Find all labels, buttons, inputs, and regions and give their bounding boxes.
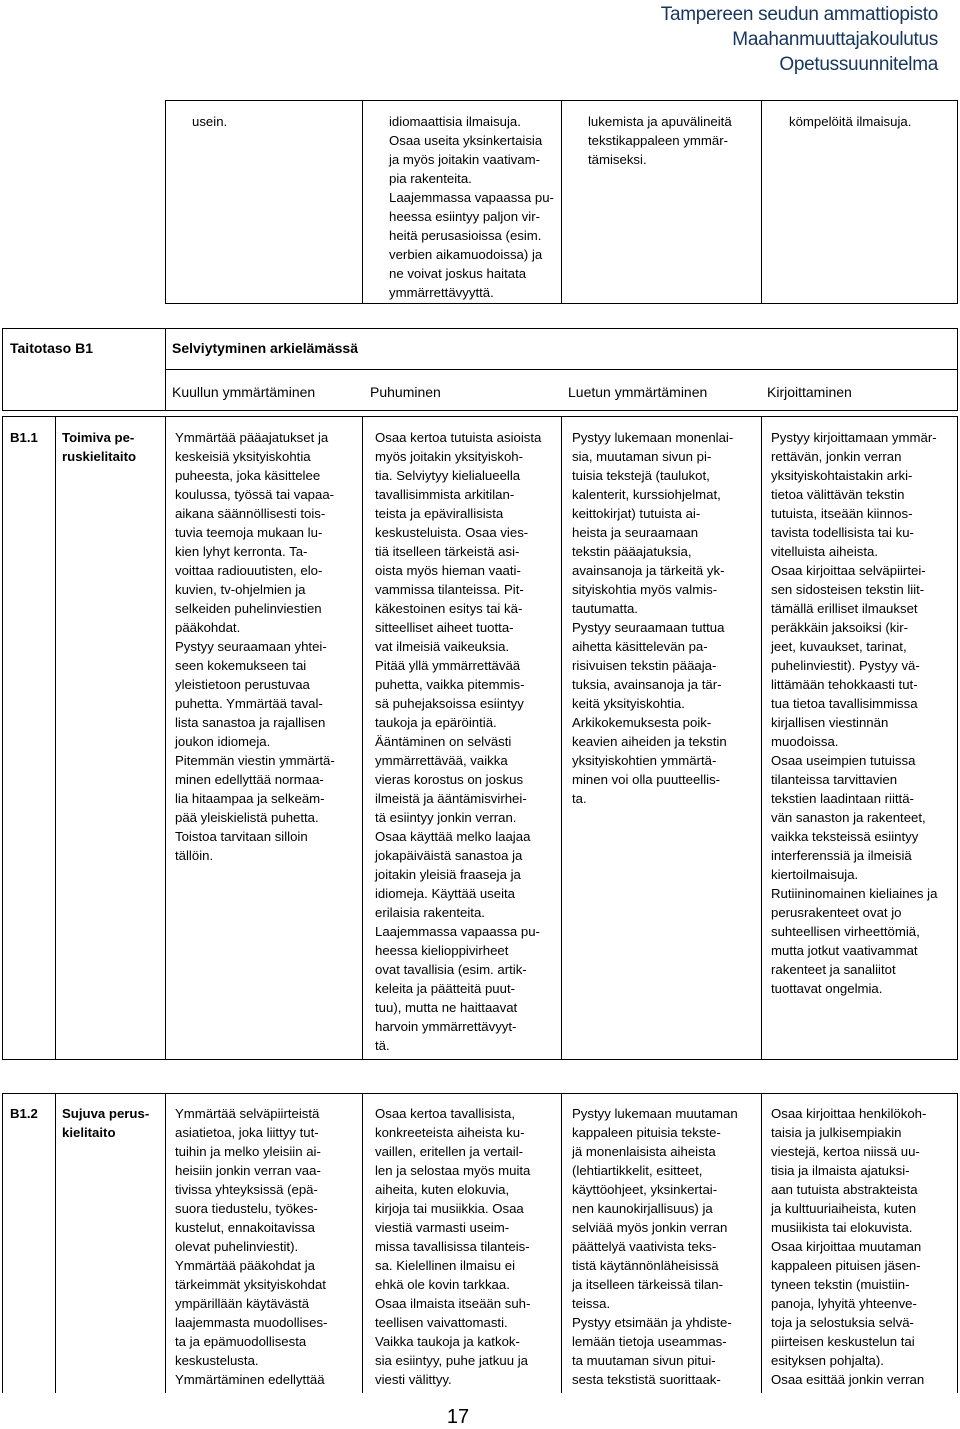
- top-table-divider: [561, 100, 562, 304]
- row-reading: Pystyy lukemaan muutaman kappaleen pituisia tekste- jä monenlaisista aiheista (lehtiartikkelit, esitteet, käyttöohjeet, yksinkertai- nen kaunokirjallisuus) ja selviää myös jonkin verran päättelyä vaativista teks- tistä käytännönläheisissä ja itselleen tärkeissä tilan- teissa. Pystyy etsimään ja yhdiste- lemään tietoja useammas- ta muutaman sivun pitui- sesta tekstistä suorittaak-: [572, 1106, 738, 1387]
- top-table-divider: [761, 100, 762, 304]
- level-title: Selviytyminen arkielämässä: [172, 340, 359, 356]
- row-writing: Osaa kirjoittaa henkilökoh- taisia ja julkisempiakin viestejä, kertoa niissä uu- tisia ja ilmaista ajatuksi- aan tutuista abstrakteista ja kulttuuriaiheista, kuten musiikista tai elokuvista. Osaa kirjoittaa muutaman kappaleen pituisen jäsen- tyneen tekstin (muistiin- panoja, lyhyitä yhteenve- toja ja selostuksia selvä- piirteisen keskustelun tai esityksen pohjalta). Osaa esittää jonkin verran: [771, 1106, 927, 1387]
- row-speaking: Osaa kertoa tavallisista, konkreeteista aiheista ku- vaillen, eritellen ja vertail- len ja selostaa myös muita aiheita, kuten elokuvia, kirjoja tai musiikkia. Osaa viestiä varmasti useim- missa tavallisissa tilanteis- sa. Kielellinen ilmaisu ei ehkä ole kovin tarkkaa. Osaa ilmaista itseään suh- teellisen vaivattomasti. Vaikka taukoja ja katkok- sia esiintyy, puhe jatkuu ja viesti välittyy.: [375, 1106, 531, 1387]
- top-cell-listening: usein.: [192, 114, 228, 129]
- row-divider: [165, 1093, 166, 1393]
- row-listening: Ymmärtää pääajatukset ja keskeisiä yksityiskohtia puheesta, joka käsittelee koulussa, työssä tai vapaa- aikana säännöllisesti tois- tuvia teemoja mukaan lu- kien lyhyt kerronta. Ta- voittaa radiouutisten, elo- kuvien, tv-ohjelmien ja selkeiden puhelinviestien pääkohdat. Pystyy seuraamaan yhtei- seen kokemukseen tai yleistietoon perustuvaa puhetta. Ymmärtää taval- lista sanastoa ja rajallisen joukon idiomeja. Pitemmän viestin ymmärtä- minen edellyttää normaa- lia hitaampaa ja selkeäm- pää yleiskielistä puhetta. Toistoa tarvitaan silloin tällöin.: [175, 430, 335, 863]
- row-divider: [761, 1093, 762, 1393]
- row-divider: [561, 416, 562, 1060]
- row-divider: [55, 416, 56, 1060]
- top-cell-speaking: idiomaattisia ilmaisuja. Osaa useita yksinkertaisia ja myös joitakin vaativam- pia rakenteita. Laajemmassa vapaassa pu- heessa esiintyy paljon vir- heitä perusasioissa (esim. verbien aikamuodoissa) ja ne voivat joskus haitata ymmärrettävyyttä.: [389, 114, 554, 300]
- row-writing: Pystyy kirjoittamaan ymmär- rettävän, jonkin verran yksityiskohtaistakin arki- tietoa välittävän tekstin tutuista, itseään kiinnos- tavista todellisista tai ku- vitelluista aiheista. Osaa kirjoittaa selväpiirtei- sen sidosteisen tekstin liit- tämällä erilliset ilmaukset peräkkäin jaksoiksi (kir- jeet, kuvaukset, tarinat, puhelinviestit). Pystyy vä- littämään tehokkaasti tut- tua tietoa tavallisimmissa kirjallisen viestinnän muodoissa. Osaa useimpien tutuissa tilanteissa tarvittavien tekstien laadintaan riittä- vän sanaston ja rakenteet, vaikka teksteissä esiintyy interferenssiä ja ilmeisiä kiertoilmaisuja. Rutiininomainen kieliaines ja perusrakenteet ovat jo suhteellisen virheettömiä, mutta jotkut vaativammat rakenteet ja sanaliitot tuottavat ongelmia.: [771, 430, 938, 996]
- row-level-name: Toimiva pe- ruskielitaito: [62, 430, 137, 464]
- row-divider: [761, 416, 762, 1060]
- header-program: Maahanmuuttajakoulutus: [732, 29, 938, 50]
- row-listening: Ymmärtää selväpiirteistä asiatietoa, joka liittyy tut- tuihin ja melko yleisiin ai- heisiin jonkin verran vaa- tivissa yhteyksissä (epä- suora tiedustelu, työkes- kustelut, ennakoitavissa olevat puhelinviestit). Ymmärtää pääkohdat ja tärkeimmät yksityiskohdat ympärillään käytävästä laajemmasta muodollises- ta ja epämuodollisesta keskustelusta. Ymmärtäminen edellyttää: [175, 1106, 328, 1387]
- row-divider: [55, 1093, 56, 1393]
- row-speaking: Osaa kertoa tutuista asioista myös joitakin yksityiskoh- tia. Selviytyy kielialueella tavallisimmista arkitilan- teista ja epävirallisista keskusteluista. Osaa vies- tiä itselleen tärkeistä asi- oista myös hieman vaati- vammissa tilanteissa. Pit- käkestoinen esitys tai kä- sitteelliset aiheet tuotta- vat ilmeisiä vaikeuksia. Pitää yllä ymmärrettävää puhetta, vaikka pitemmis- sä puhejaksoissa esiintyy taukoja ja epäröintiä. Ääntäminen on selvästi ymmärrettävää, vaikka vieras korostus on joskus ilmeistä ja ääntämisvirhei- tä esiintyy jonkin verran. Osaa käyttää melko laajaa jokapäiväistä sanastoa ja joitakin yleisiä fraaseja ja idiomeja. Käyttää useita erilaisia rakenteita. Laajemmassa vapaassa pu- heessa kielioppivirheet ovat tavallisia (esim. artik- keleita ja päätteitä puut- tuu), mutta ne haittaavat harvoin ymmärrettävyyt- tä.: [375, 430, 542, 1053]
- level-label: Taitotaso B1: [10, 340, 93, 356]
- top-cell-reading: lukemista ja apuvälineitä tekstikappaleen ymmär- tämiseksi.: [588, 114, 732, 167]
- level-header-rule: [165, 369, 958, 370]
- page-number: 17: [446, 1406, 470, 1428]
- top-cell-writing: kömpelöitä ilmaisuja.: [789, 114, 912, 129]
- header-doc-type: Opetussuunnitelma: [779, 54, 938, 75]
- row-level-code: B1.1: [10, 430, 38, 445]
- skill-header-reading: Luetun ymmärtäminen: [568, 384, 708, 400]
- skill-header-writing: Kirjoittaminen: [767, 384, 852, 400]
- skill-header-listening: Kuullun ymmärtäminen: [172, 384, 316, 400]
- row-divider: [165, 416, 166, 1060]
- skill-header-speaking: Puhuminen: [370, 384, 441, 400]
- row-divider: [561, 1093, 562, 1393]
- document-header: [661, 2, 938, 77]
- top-table-divider: [362, 100, 363, 304]
- header-school: Tampereen seudun ammattiopisto: [660, 4, 938, 25]
- row-divider: [362, 416, 363, 1060]
- row-divider: [362, 1093, 363, 1393]
- row-level-code: B1.2: [10, 1106, 38, 1121]
- row-level-name: Sujuva perus- kielitaito: [62, 1106, 150, 1140]
- row-reading: Pystyy lukemaan monenlai- sia, muutaman sivun pi- tuisia tekstejä (taulukot, kalenterit, kurssiohjelmat, keittokirjat) tutuista ai- heista ja seuraamaan tekstin pääajatuksia, avainsanoja ja tärkeitä yk- sityiskohtia myös valmis- tautumatta. Pystyy seuraamaan tuttua aihetta käsittelevän pa- risivuisen tekstin pääaja- tuksia, avainsanoja ja tär- keitä yksityiskohtia. Arkikokemuksesta poik- keavien aiheiden ja tekstin yksityiskohtien ymmärtä- minen voi olla puutteellis- ta.: [572, 430, 734, 806]
